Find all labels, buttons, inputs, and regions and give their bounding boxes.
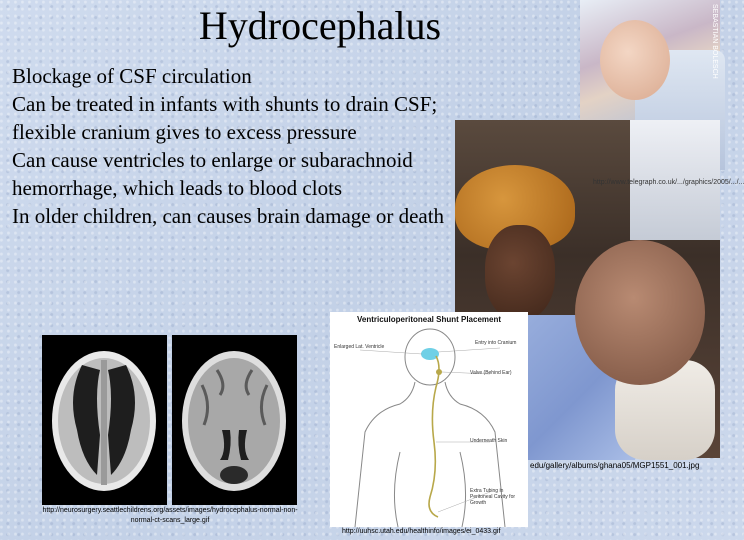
- child-head: [575, 240, 705, 385]
- shunt-diagram: [330, 312, 528, 527]
- telegraph-caption: http://www.telegraph.co.uk/.../graphics/2005/.../...: [593, 179, 744, 186]
- bullet-item: Blockage of CSF circulation: [12, 64, 252, 88]
- bullet-item: Can cause ventricles to enlarge or subarachnoid hemorrhage, which leads to blood clots: [12, 148, 413, 200]
- label-valve: Valve (Behind Ear): [470, 370, 512, 376]
- slide-title: Hydrocephalus: [198, 3, 442, 48]
- ct-scan-image: [172, 335, 297, 505]
- label-underneath: Underneath Skin: [470, 438, 508, 444]
- bullet-item: Can be treated in infants with shunts to drain CSF; flexible cranium gives to excess pressure: [12, 92, 438, 144]
- ct-scan-hydrocephalus: [42, 335, 167, 505]
- label-reservoir: Entry into Cranium: [475, 340, 517, 346]
- diagram-title: Ventriculoperitoneal Shunt Placement: [356, 315, 502, 324]
- infant-head: [600, 20, 670, 100]
- photo-credit-stamp: SEBASTIAN BOLESCH: [711, 4, 718, 79]
- mother-face: [485, 225, 555, 320]
- bullet-item: In older children, can causes brain damage or death: [12, 204, 445, 228]
- utah-caption: http://uuhsc.utah.edu/healthinfo/images/ei_0433.gif: [342, 528, 501, 535]
- label-tubing: Extra Tubing in Peritoneal Cavity for Growth: [470, 488, 516, 506]
- bullet-list: [12, 62, 462, 230]
- seattle-caption: http://neurosurgery.seattlechildrens.org/assets/images/hydrocephalus-normal-non-normal-ct-scans_large.gif: [42, 507, 298, 524]
- ct-scan-image: [42, 335, 167, 505]
- ct-scan-normal: [172, 335, 297, 505]
- label-ventricle: Enlarged Lat. Ventricle: [334, 344, 385, 350]
- ghana-caption: edu/gallery/albums/ghana05/MGP1551_001.jpg: [530, 461, 700, 470]
